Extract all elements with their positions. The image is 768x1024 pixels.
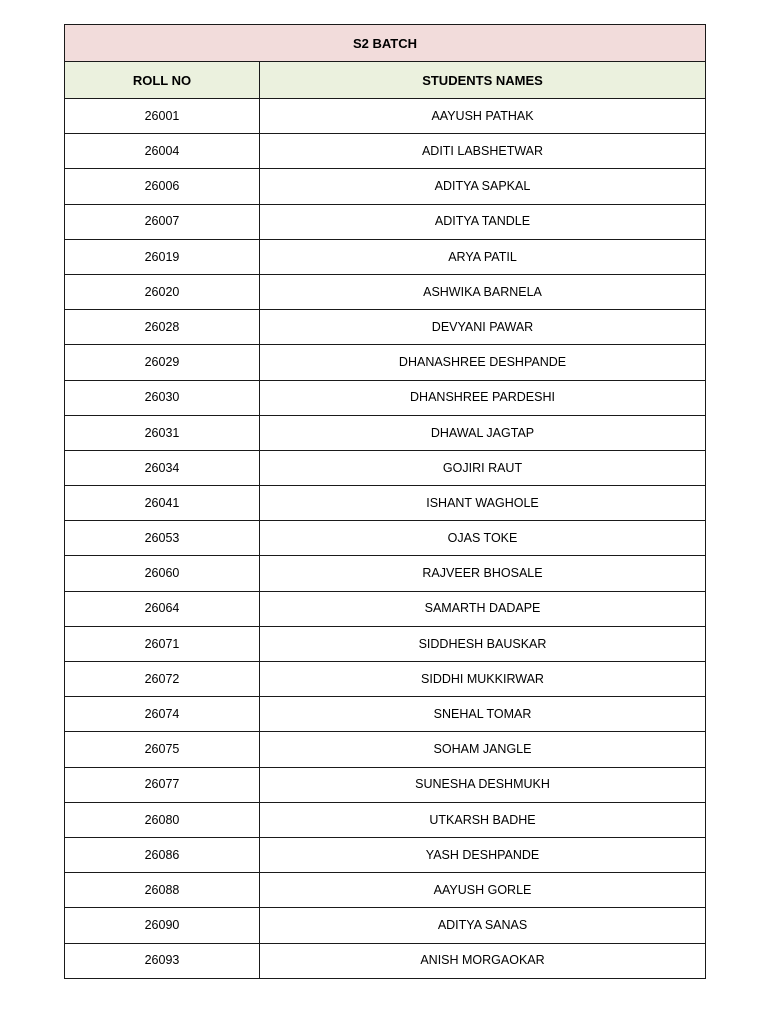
roll-no-cell: 26060	[65, 556, 260, 591]
student-name-cell: ADITI LABSHETWAR	[260, 134, 706, 169]
student-name-cell: ADITYA SAPKAL	[260, 169, 706, 204]
table-row	[65, 697, 706, 732]
student-name-cell: ADITYA SANAS	[260, 908, 706, 943]
table-row	[65, 99, 706, 134]
roll-no-cell: 26028	[65, 310, 260, 345]
batch-sheet	[64, 24, 705, 979]
student-name-cell: SAMARTH DADAPE	[260, 591, 706, 626]
student-name-cell: SUNESHA DESHMUKH	[260, 767, 706, 802]
table-row	[65, 204, 706, 239]
column-header-roll-no: ROLL NO	[65, 62, 260, 99]
roll-no-cell: 26031	[65, 415, 260, 450]
table-row	[65, 521, 706, 556]
student-name-cell: DHANSHREE PARDESHI	[260, 380, 706, 415]
table-row	[65, 873, 706, 908]
table-row	[65, 802, 706, 837]
column-header-student-names: STUDENTS NAMES	[260, 62, 706, 99]
roll-no-cell: 26029	[65, 345, 260, 380]
student-name-cell: AAYUSH GORLE	[260, 873, 706, 908]
table-row	[65, 415, 706, 450]
student-name-cell: DHANASHREE DESHPANDE	[260, 345, 706, 380]
table-row	[65, 837, 706, 872]
roll-no-cell: 26080	[65, 802, 260, 837]
table-body	[65, 99, 706, 979]
roll-no-cell: 26041	[65, 486, 260, 521]
table-row	[65, 908, 706, 943]
roll-no-cell: 26075	[65, 732, 260, 767]
student-name-cell: DHAWAL JAGTAP	[260, 415, 706, 450]
table-row	[65, 486, 706, 521]
student-name-cell: ARYA PATIL	[260, 239, 706, 274]
student-name-cell: YASH DESHPANDE	[260, 837, 706, 872]
table-row	[65, 591, 706, 626]
roll-no-cell: 26090	[65, 908, 260, 943]
table-title: S2 BATCH	[65, 25, 706, 62]
table-row	[65, 943, 706, 978]
roll-no-cell: 26053	[65, 521, 260, 556]
table-row	[65, 767, 706, 802]
roll-no-cell: 26064	[65, 591, 260, 626]
student-name-cell: SNEHAL TOMAR	[260, 697, 706, 732]
table-row	[65, 732, 706, 767]
student-name-cell: UTKARSH BADHE	[260, 802, 706, 837]
roll-no-cell: 26088	[65, 873, 260, 908]
table-row	[65, 662, 706, 697]
table-row	[65, 380, 706, 415]
student-name-cell: GOJIRI RAUT	[260, 450, 706, 485]
roll-no-cell: 26034	[65, 450, 260, 485]
roll-no-cell: 26030	[65, 380, 260, 415]
roll-no-cell: 26071	[65, 626, 260, 661]
student-name-cell: SIDDHESH BAUSKAR	[260, 626, 706, 661]
roll-no-cell: 26086	[65, 837, 260, 872]
student-name-cell: SIDDHI MUKKIRWAR	[260, 662, 706, 697]
table-header-row	[65, 62, 706, 99]
roll-no-cell: 26001	[65, 99, 260, 134]
student-name-cell: ADITYA TANDLE	[260, 204, 706, 239]
roll-no-cell: 26007	[65, 204, 260, 239]
student-name-cell: DEVYANI PAWAR	[260, 310, 706, 345]
table-row	[65, 450, 706, 485]
student-name-cell: ASHWIKA BARNELA	[260, 274, 706, 309]
student-name-cell: ANISH MORGAOKAR	[260, 943, 706, 978]
roll-no-cell: 26004	[65, 134, 260, 169]
roll-no-cell: 26077	[65, 767, 260, 802]
table-row	[65, 134, 706, 169]
table-row	[65, 169, 706, 204]
table-row	[65, 626, 706, 661]
table-row	[65, 310, 706, 345]
roll-no-cell: 26019	[65, 239, 260, 274]
roll-no-cell: 26074	[65, 697, 260, 732]
student-name-cell: AAYUSH PATHAK	[260, 99, 706, 134]
table-row	[65, 345, 706, 380]
student-name-cell: ISHANT WAGHOLE	[260, 486, 706, 521]
table-row	[65, 274, 706, 309]
table-row	[65, 556, 706, 591]
student-name-cell: OJAS TOKE	[260, 521, 706, 556]
student-name-cell: SOHAM JANGLE	[260, 732, 706, 767]
roll-no-cell: 26093	[65, 943, 260, 978]
student-batch-table	[64, 24, 706, 979]
roll-no-cell: 26006	[65, 169, 260, 204]
table-row	[65, 239, 706, 274]
table-title-row	[65, 25, 706, 62]
roll-no-cell: 26072	[65, 662, 260, 697]
roll-no-cell: 26020	[65, 274, 260, 309]
student-name-cell: RAJVEER BHOSALE	[260, 556, 706, 591]
